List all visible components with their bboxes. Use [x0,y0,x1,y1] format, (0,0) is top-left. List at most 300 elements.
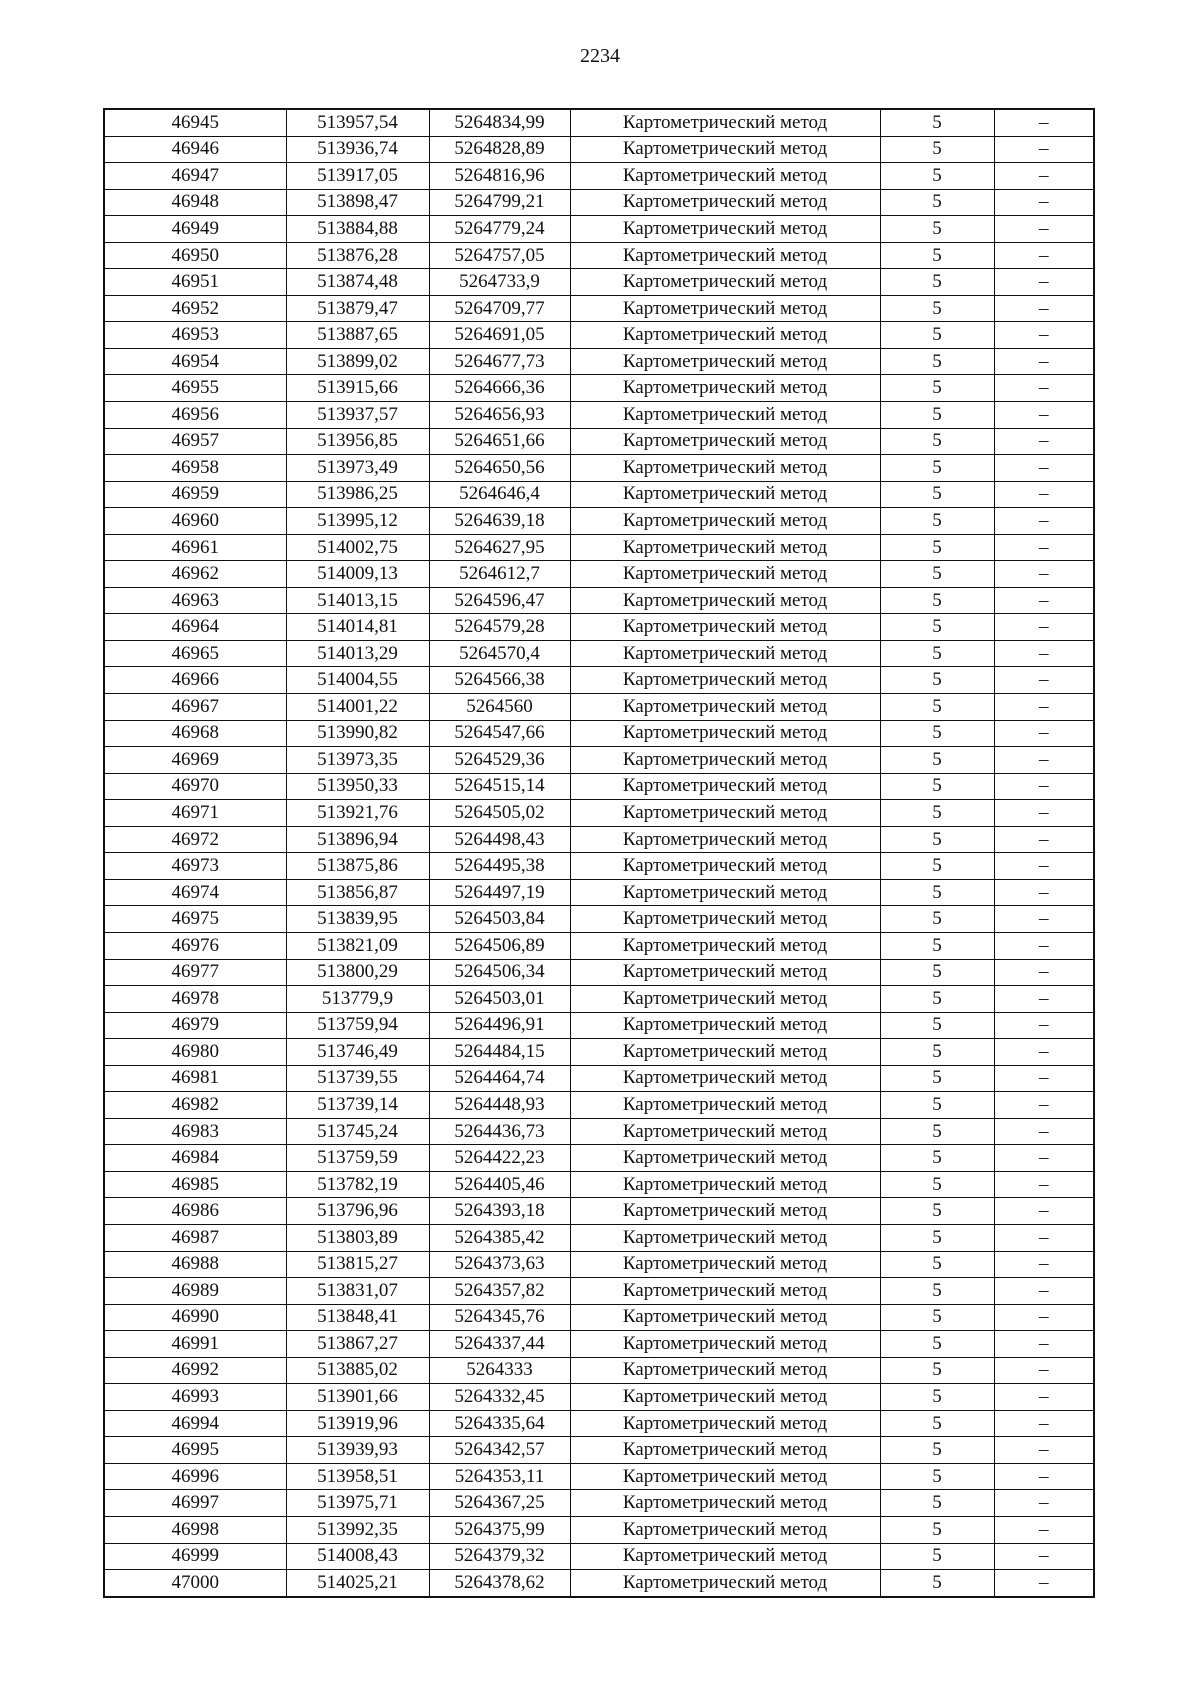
point-number-cell: 46976 [104,932,286,959]
x-coordinate-cell: 513975,71 [286,1490,429,1517]
y-coordinate-cell: 5264332,45 [429,1384,570,1411]
table-row [104,1543,1094,1570]
table-row [104,614,1094,641]
point-number-cell: 46970 [104,773,286,800]
accuracy-cell: 5 [880,1145,994,1172]
accuracy-cell: 5 [880,1224,994,1251]
x-coordinate-cell: 513973,35 [286,747,429,774]
method-cell: Картометрический метод [570,242,880,269]
point-number-cell: 46957 [104,428,286,455]
x-coordinate-cell: 513848,41 [286,1304,429,1331]
y-coordinate-cell: 5264375,99 [429,1516,570,1543]
y-coordinate-cell: 5264333 [429,1357,570,1384]
x-coordinate-cell: 513746,49 [286,1039,429,1066]
x-coordinate-cell: 513896,94 [286,826,429,853]
x-coordinate-cell: 513936,74 [286,136,429,163]
note-cell: – [994,694,1094,721]
x-coordinate-cell: 513876,28 [286,242,429,269]
y-coordinate-cell: 5264529,36 [429,747,570,774]
x-coordinate-cell: 513956,85 [286,428,429,455]
note-cell: – [994,295,1094,322]
accuracy-cell: 5 [880,773,994,800]
method-cell: Картометрический метод [570,1384,880,1411]
x-coordinate-cell: 513939,93 [286,1437,429,1464]
note-cell: – [994,879,1094,906]
coordinates-table [103,108,1095,1598]
point-number-cell: 46985 [104,1171,286,1198]
y-coordinate-cell: 5264779,24 [429,216,570,243]
accuracy-cell: 5 [880,322,994,349]
accuracy-cell: 5 [880,906,994,933]
x-coordinate-cell: 513803,89 [286,1224,429,1251]
point-number-cell: 46952 [104,295,286,322]
y-coordinate-cell: 5264639,18 [429,508,570,535]
accuracy-cell: 5 [880,189,994,216]
accuracy-cell: 5 [880,1039,994,1066]
method-cell: Картометрический метод [570,1437,880,1464]
point-number-cell: 46966 [104,667,286,694]
accuracy-cell: 5 [880,1357,994,1384]
note-cell: – [994,322,1094,349]
point-number-cell: 46998 [104,1516,286,1543]
method-cell: Картометрический метод [570,1198,880,1225]
note-cell: – [994,1145,1094,1172]
point-number-cell: 46989 [104,1278,286,1305]
method-cell: Картометрический метод [570,1410,880,1437]
table-row [104,1224,1094,1251]
accuracy-cell: 5 [880,1118,994,1145]
note-cell: – [994,1118,1094,1145]
point-number-cell: 46962 [104,561,286,588]
y-coordinate-cell: 5264596,47 [429,587,570,614]
method-cell: Картометрический метод [570,1118,880,1145]
x-coordinate-cell: 513875,86 [286,853,429,880]
table-row [104,879,1094,906]
method-cell: Картометрический метод [570,295,880,322]
note-cell: – [994,109,1094,136]
accuracy-cell: 5 [880,508,994,535]
point-number-cell: 46956 [104,402,286,429]
accuracy-cell: 5 [880,402,994,429]
table-row [104,269,1094,296]
method-cell: Картометрический метод [570,932,880,959]
table-row [104,853,1094,880]
method-cell: Картометрический метод [570,640,880,667]
point-number-cell: 46991 [104,1331,286,1358]
table-row [104,1384,1094,1411]
x-coordinate-cell: 513800,29 [286,959,429,986]
note-cell: – [994,1516,1094,1543]
point-number-cell: 46983 [104,1118,286,1145]
note-cell: – [994,136,1094,163]
y-coordinate-cell: 5264342,57 [429,1437,570,1464]
method-cell: Картометрический метод [570,986,880,1013]
x-coordinate-cell: 513745,24 [286,1118,429,1145]
y-coordinate-cell: 5264816,96 [429,163,570,190]
note-cell: – [994,587,1094,614]
table-row [104,561,1094,588]
method-cell: Картометрический метод [570,1516,880,1543]
note-cell: – [994,1490,1094,1517]
y-coordinate-cell: 5264733,9 [429,269,570,296]
y-coordinate-cell: 5264495,38 [429,853,570,880]
y-coordinate-cell: 5264385,42 [429,1224,570,1251]
y-coordinate-cell: 5264436,73 [429,1118,570,1145]
x-coordinate-cell: 514014,81 [286,614,429,641]
point-number-cell: 46980 [104,1039,286,1066]
note-cell: – [994,1065,1094,1092]
method-cell: Картометрический метод [570,1012,880,1039]
method-cell: Картометрический метод [570,269,880,296]
point-number-cell: 46972 [104,826,286,853]
y-coordinate-cell: 5264506,89 [429,932,570,959]
method-cell: Картометрический метод [570,720,880,747]
table-row [104,189,1094,216]
method-cell: Картометрический метод [570,853,880,880]
table-row [104,1437,1094,1464]
accuracy-cell: 5 [880,879,994,906]
x-coordinate-cell: 513739,14 [286,1092,429,1119]
x-coordinate-cell: 513815,27 [286,1251,429,1278]
y-coordinate-cell: 5264335,64 [429,1410,570,1437]
x-coordinate-cell: 514008,43 [286,1543,429,1570]
accuracy-cell: 5 [880,1278,994,1305]
note-cell: – [994,1410,1094,1437]
table-row [104,348,1094,375]
accuracy-cell: 5 [880,986,994,1013]
method-cell: Картометрический метод [570,1490,880,1517]
note-cell: – [994,508,1094,535]
point-number-cell: 46960 [104,508,286,535]
y-coordinate-cell: 5264691,05 [429,322,570,349]
table-row [104,322,1094,349]
accuracy-cell: 5 [880,959,994,986]
page-number: 2234 [580,45,620,67]
note-cell: – [994,853,1094,880]
x-coordinate-cell: 513901,66 [286,1384,429,1411]
y-coordinate-cell: 5264378,62 [429,1570,570,1597]
y-coordinate-cell: 5264506,34 [429,959,570,986]
accuracy-cell: 5 [880,853,994,880]
note-cell: – [994,1304,1094,1331]
x-coordinate-cell: 513759,59 [286,1145,429,1172]
x-coordinate-cell: 513887,65 [286,322,429,349]
note-cell: – [994,1463,1094,1490]
point-number-cell: 46963 [104,587,286,614]
point-number-cell: 46950 [104,242,286,269]
x-coordinate-cell: 513992,35 [286,1516,429,1543]
accuracy-cell: 5 [880,1543,994,1570]
table-row [104,1118,1094,1145]
note-cell: – [994,1570,1094,1597]
point-number-cell: 46973 [104,853,286,880]
note-cell: – [994,1437,1094,1464]
point-number-cell: 47000 [104,1570,286,1597]
point-number-cell: 46958 [104,455,286,482]
method-cell: Картометрический метод [570,773,880,800]
note-cell: – [994,1012,1094,1039]
note-cell: – [994,242,1094,269]
x-coordinate-cell: 513779,9 [286,986,429,1013]
note-cell: – [994,455,1094,482]
x-coordinate-cell: 514025,21 [286,1570,429,1597]
x-coordinate-cell: 513884,88 [286,216,429,243]
method-cell: Картометрический метод [570,1039,880,1066]
table-row [104,959,1094,986]
accuracy-cell: 5 [880,1490,994,1517]
accuracy-cell: 5 [880,826,994,853]
accuracy-cell: 5 [880,667,994,694]
method-cell: Картометрический метод [570,348,880,375]
y-coordinate-cell: 5264379,32 [429,1543,570,1570]
x-coordinate-cell: 514001,22 [286,694,429,721]
accuracy-cell: 5 [880,1198,994,1225]
point-number-cell: 46988 [104,1251,286,1278]
y-coordinate-cell: 5264422,23 [429,1145,570,1172]
table-row [104,720,1094,747]
y-coordinate-cell: 5264677,73 [429,348,570,375]
method-cell: Картометрический метод [570,959,880,986]
point-number-cell: 46990 [104,1304,286,1331]
x-coordinate-cell: 514013,15 [286,587,429,614]
method-cell: Картометрический метод [570,1092,880,1119]
table-row [104,640,1094,667]
table-row [104,1012,1094,1039]
note-cell: – [994,402,1094,429]
accuracy-cell: 5 [880,109,994,136]
table-row [104,109,1094,136]
accuracy-cell: 5 [880,1171,994,1198]
table-row [104,1570,1094,1597]
note-cell: – [994,1171,1094,1198]
method-cell: Картометрический метод [570,1304,880,1331]
accuracy-cell: 5 [880,428,994,455]
x-coordinate-cell: 513885,02 [286,1357,429,1384]
x-coordinate-cell: 513917,05 [286,163,429,190]
x-coordinate-cell: 513973,49 [286,455,429,482]
table-row [104,800,1094,827]
point-number-cell: 46965 [104,640,286,667]
x-coordinate-cell: 513874,48 [286,269,429,296]
method-cell: Картометрический метод [570,906,880,933]
point-number-cell: 46975 [104,906,286,933]
table-row [104,1171,1094,1198]
point-number-cell: 46997 [104,1490,286,1517]
method-cell: Картометрический метод [570,1065,880,1092]
accuracy-cell: 5 [880,800,994,827]
y-coordinate-cell: 5264650,56 [429,455,570,482]
x-coordinate-cell: 513879,47 [286,295,429,322]
point-number-cell: 46949 [104,216,286,243]
x-coordinate-cell: 513995,12 [286,508,429,535]
point-number-cell: 46982 [104,1092,286,1119]
table-row [104,455,1094,482]
x-coordinate-cell: 513739,55 [286,1065,429,1092]
accuracy-cell: 5 [880,216,994,243]
x-coordinate-cell: 513796,96 [286,1198,429,1225]
point-number-cell: 46999 [104,1543,286,1570]
table-row [104,508,1094,535]
x-coordinate-cell: 513759,94 [286,1012,429,1039]
y-coordinate-cell: 5264345,76 [429,1304,570,1331]
y-coordinate-cell: 5264627,95 [429,534,570,561]
method-cell: Картометрический метод [570,163,880,190]
accuracy-cell: 5 [880,640,994,667]
point-number-cell: 46948 [104,189,286,216]
y-coordinate-cell: 5264367,25 [429,1490,570,1517]
accuracy-cell: 5 [880,1570,994,1597]
y-coordinate-cell: 5264405,46 [429,1171,570,1198]
accuracy-cell: 5 [880,481,994,508]
x-coordinate-cell: 513958,51 [286,1463,429,1490]
table-row [104,1251,1094,1278]
y-coordinate-cell: 5264757,05 [429,242,570,269]
method-cell: Картометрический метод [570,1331,880,1358]
table-row [104,1357,1094,1384]
point-number-cell: 46953 [104,322,286,349]
y-coordinate-cell: 5264496,91 [429,1012,570,1039]
point-number-cell: 46986 [104,1198,286,1225]
accuracy-cell: 5 [880,1410,994,1437]
point-number-cell: 46996 [104,1463,286,1490]
method-cell: Картометрический метод [570,561,880,588]
note-cell: – [994,826,1094,853]
accuracy-cell: 5 [880,375,994,402]
point-number-cell: 46971 [104,800,286,827]
x-coordinate-cell: 513856,87 [286,879,429,906]
note-cell: – [994,667,1094,694]
x-coordinate-cell: 513986,25 [286,481,429,508]
y-coordinate-cell: 5264612,7 [429,561,570,588]
y-coordinate-cell: 5264651,66 [429,428,570,455]
note-cell: – [994,216,1094,243]
accuracy-cell: 5 [880,1065,994,1092]
table-row [104,1198,1094,1225]
method-cell: Картометрический метод [570,481,880,508]
table-row [104,747,1094,774]
table-row [104,1039,1094,1066]
accuracy-cell: 5 [880,694,994,721]
table-row [104,534,1094,561]
point-number-cell: 46978 [104,986,286,1013]
accuracy-cell: 5 [880,720,994,747]
method-cell: Картометрический метод [570,800,880,827]
y-coordinate-cell: 5264337,44 [429,1331,570,1358]
accuracy-cell: 5 [880,1012,994,1039]
note-cell: – [994,614,1094,641]
point-number-cell: 46992 [104,1357,286,1384]
x-coordinate-cell: 513921,76 [286,800,429,827]
method-cell: Картометрический метод [570,1224,880,1251]
x-coordinate-cell: 514004,55 [286,667,429,694]
y-coordinate-cell: 5264464,74 [429,1065,570,1092]
table-row [104,694,1094,721]
method-cell: Картометрический метод [570,826,880,853]
table-row [104,773,1094,800]
point-number-cell: 46946 [104,136,286,163]
point-number-cell: 46993 [104,1384,286,1411]
y-coordinate-cell: 5264666,36 [429,375,570,402]
y-coordinate-cell: 5264357,82 [429,1278,570,1305]
accuracy-cell: 5 [880,747,994,774]
point-number-cell: 46955 [104,375,286,402]
method-cell: Картометрический метод [570,1570,880,1597]
note-cell: – [994,189,1094,216]
note-cell: – [994,773,1094,800]
note-cell: – [994,720,1094,747]
method-cell: Картометрический метод [570,189,880,216]
point-number-cell: 46994 [104,1410,286,1437]
table-row [104,1331,1094,1358]
note-cell: – [994,481,1094,508]
y-coordinate-cell: 5264799,21 [429,189,570,216]
accuracy-cell: 5 [880,163,994,190]
coordinates-table-body [104,109,1094,1597]
method-cell: Картометрический метод [570,879,880,906]
accuracy-cell: 5 [880,534,994,561]
x-coordinate-cell: 513919,96 [286,1410,429,1437]
method-cell: Картометрический метод [570,216,880,243]
note-cell: – [994,1092,1094,1119]
note-cell: – [994,1331,1094,1358]
table-row [104,481,1094,508]
x-coordinate-cell: 513782,19 [286,1171,429,1198]
x-coordinate-cell: 513950,33 [286,773,429,800]
accuracy-cell: 5 [880,1384,994,1411]
y-coordinate-cell: 5264560 [429,694,570,721]
method-cell: Картометрический метод [570,1251,880,1278]
method-cell: Картометрический метод [570,455,880,482]
note-cell: – [994,375,1094,402]
accuracy-cell: 5 [880,1331,994,1358]
method-cell: Картометрический метод [570,694,880,721]
table-row [104,1145,1094,1172]
note-cell: – [994,428,1094,455]
table-row [104,1092,1094,1119]
point-number-cell: 46979 [104,1012,286,1039]
note-cell: – [994,959,1094,986]
accuracy-cell: 5 [880,269,994,296]
method-cell: Картометрический метод [570,322,880,349]
x-coordinate-cell: 514002,75 [286,534,429,561]
y-coordinate-cell: 5264709,77 [429,295,570,322]
table-row [104,242,1094,269]
method-cell: Картометрический метод [570,1171,880,1198]
table-row [104,587,1094,614]
method-cell: Картометрический метод [570,508,880,535]
y-coordinate-cell: 5264484,15 [429,1039,570,1066]
note-cell: – [994,932,1094,959]
point-number-cell: 46995 [104,1437,286,1464]
method-cell: Картометрический метод [570,1145,880,1172]
y-coordinate-cell: 5264503,01 [429,986,570,1013]
note-cell: – [994,348,1094,375]
table-row [104,295,1094,322]
method-cell: Картометрический метод [570,534,880,561]
accuracy-cell: 5 [880,1437,994,1464]
point-number-cell: 46947 [104,163,286,190]
table-row [104,1304,1094,1331]
note-cell: – [994,1278,1094,1305]
table-row [104,136,1094,163]
x-coordinate-cell: 513937,57 [286,402,429,429]
accuracy-cell: 5 [880,1516,994,1543]
note-cell: – [994,1224,1094,1251]
y-coordinate-cell: 5264566,38 [429,667,570,694]
x-coordinate-cell: 513898,47 [286,189,429,216]
y-coordinate-cell: 5264373,63 [429,1251,570,1278]
note-cell: – [994,986,1094,1013]
